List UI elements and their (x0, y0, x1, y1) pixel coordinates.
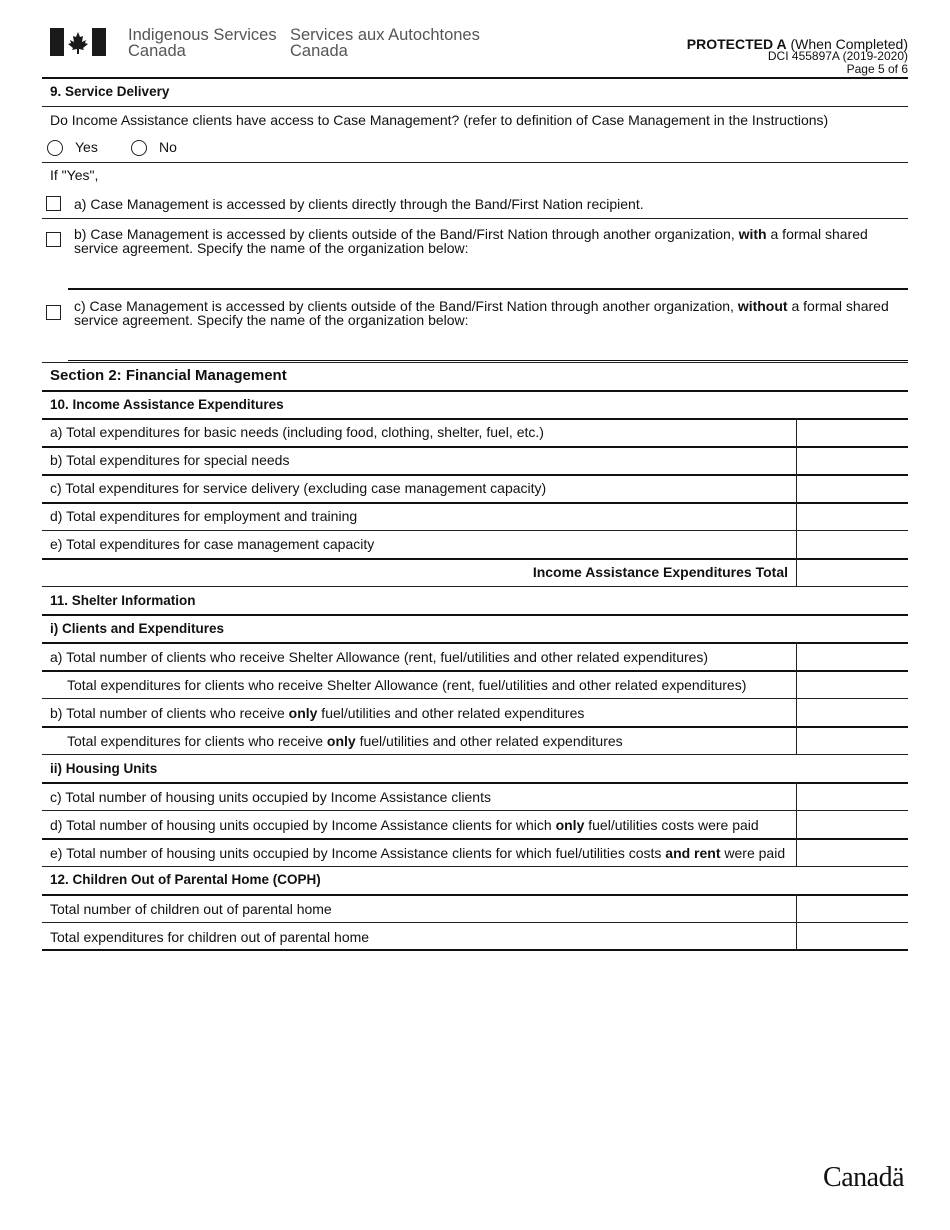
q11-c-label: c) Total number of housing units occupied by Income Assistance clients (50, 789, 491, 805)
q10-c-field[interactable] (797, 475, 908, 502)
q12-a-label: Total number of children out of parental home (50, 901, 332, 917)
form-number: DCI 455897A (2019-2020) (767, 49, 908, 63)
option-b-checkbox[interactable] (46, 232, 61, 247)
dept-name-en-line1: Indigenous Services (128, 26, 277, 44)
q11-a-label: a) Total number of clients who receive Shelter Allowance (rent, fuel/utilities and other related expenditures) (50, 649, 709, 665)
q11-a-expenditures-label: Total expenditures for clients who receive Shelter Allowance (rent, fuel/utilities and other related expenditures) (67, 677, 747, 693)
option-a-label: a) Case Management is accessed by clients directly through the Band/First Nation recipient. (74, 196, 644, 212)
q12-b-label: Total expenditures for children out of parental home (50, 929, 370, 945)
q10-title: 10. Income Assistance Expenditures (50, 397, 284, 412)
section2-title: Section 2: Financial Management (50, 367, 287, 384)
q11-c-field[interactable] (797, 783, 908, 810)
q10-total-field[interactable] (797, 559, 908, 586)
q9-title: 9. Service Delivery (50, 84, 170, 99)
option-c-checkbox[interactable] (46, 305, 61, 320)
option-b-organization-field[interactable] (68, 288, 908, 290)
q10-e-label: e) Total expenditures for case management capacity (50, 536, 375, 552)
dept-name-fr-line2: Canada (290, 42, 348, 60)
q11-b-field[interactable] (797, 699, 908, 726)
canada-wordmark: Canadä (823, 1162, 904, 1193)
maple-leaf-icon (50, 28, 106, 56)
q11-title: 11. Shelter Information (50, 593, 196, 608)
q11-d-field[interactable] (797, 811, 908, 838)
no-radio[interactable] (131, 140, 147, 156)
option-b-label: b) Case Management is accessed by clients outside of the Band/First Nation through another organization, with a formal shared service agreement. Specify the name of the organization below: (74, 226, 868, 256)
q11-subsection-i: i) Clients and Expenditures (50, 621, 225, 636)
q10-d-label: d) Total expenditures for employment and training (50, 508, 358, 524)
dept-name-fr-line1: Services aux Autochtones (290, 26, 480, 44)
q11-a-expenditures-field[interactable] (797, 671, 908, 698)
protected-label: PROTECTED A (When Completed) (686, 36, 908, 52)
q11-d-label: d) Total number of housing units occupied by Income Assistance clients for which only fuel/utilities costs were paid (50, 817, 759, 833)
option-a-checkbox[interactable] (46, 196, 61, 211)
government-flag-logo (50, 28, 106, 56)
no-label: No (159, 139, 177, 155)
q9-question: Do Income Assistance clients have access to Case Management? (refer to definition of Case Management in the Instructions) (50, 112, 829, 128)
q11-a-field[interactable] (797, 643, 908, 670)
q10-c-label: c) Total expenditures for service delivery (excluding case management capacity) (50, 480, 547, 496)
q10-e-field[interactable] (797, 531, 908, 558)
option-c-label: c) Case Management is accessed by clients outside of the Band/First Nation through another organization, without a formal shared service agreement. Specify the name of the organization below: (74, 298, 889, 328)
yes-label: Yes (75, 139, 98, 155)
q11-e-label: e) Total number of housing units occupied by Income Assistance clients for which fuel/utilities costs and rent were paid (50, 845, 786, 861)
q12-title: 12. Children Out of Parental Home (COPH) (50, 872, 321, 887)
if-yes-label: If "Yes", (50, 167, 99, 183)
q10-total-label: Income Assistance Expenditures Total (532, 564, 788, 580)
q10-d-field[interactable] (797, 503, 908, 530)
q11-e-field[interactable] (797, 839, 908, 866)
page-number: Page 5 of 6 (846, 62, 908, 76)
q10-a-field[interactable] (797, 419, 908, 446)
q12-b-field[interactable] (797, 923, 908, 950)
q11-b-label: b) Total number of clients who receive only fuel/utilities and other related expenditures (50, 705, 585, 721)
q12-a-field[interactable] (797, 895, 908, 922)
q10-a-label: a) Total expenditures for basic needs (including food, clothing, shelter, fuel, etc.) (50, 424, 544, 440)
q11-b-expenditures-field[interactable] (797, 727, 908, 754)
q11-subsection-ii: ii) Housing Units (50, 761, 158, 776)
option-c-organization-field[interactable] (68, 360, 908, 361)
dept-name-en-line2: Canada (128, 42, 186, 60)
q10-b-field[interactable] (797, 447, 908, 474)
q10-b-label: b) Total expenditures for special needs (50, 452, 290, 468)
yes-radio[interactable] (47, 140, 63, 156)
q11-b-expenditures-label: Total expenditures for clients who receive only fuel/utilities and other related expenditures (67, 733, 623, 749)
